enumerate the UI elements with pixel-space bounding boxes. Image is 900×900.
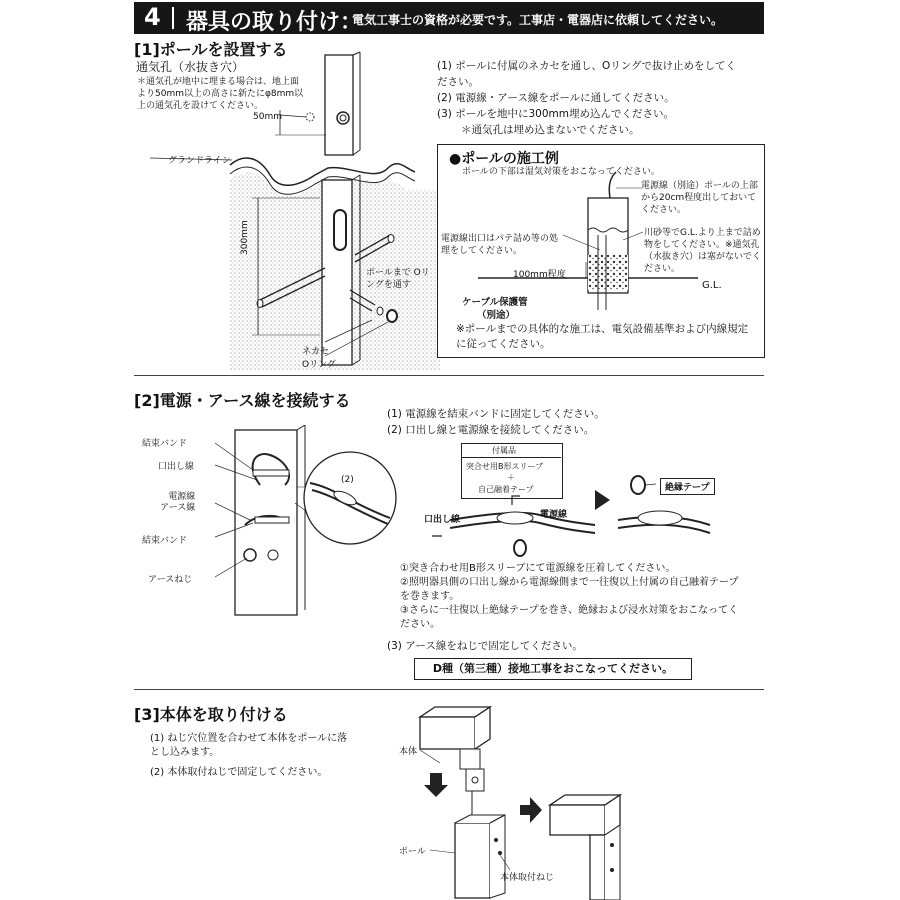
vent-title: 通気孔（水抜き穴） [136,60,245,74]
step-text: ＊通気孔は埋め込まないでください。 [461,124,640,136]
section2-steps [387,406,687,438]
pipe-label: ケーブル保護管 [462,297,528,308]
conn-power-label: 電源線 [540,510,568,520]
header-divider [172,7,174,29]
insulating-tape-label: 絶縁テープ [660,478,715,495]
section-header [134,2,764,34]
nut-label: ネカセ [302,347,330,357]
pole-label: ポール [399,847,426,857]
ground-work-note: D種（第三種）接地工事をおこなってください。 [414,658,692,680]
step-text: (2) 本体取付ねじで固定してください。 [150,767,328,778]
substep-text: ②照明器具側の口出し線から電源線側まで一往復以上付属の自己融着テープを巻きます。 [400,577,739,602]
outlet-label: 電源線出口はパテ詰め等の処理をしてください。 [441,234,559,256]
step-text: (2) 口出し線と電源線を接続してください。 [387,424,595,436]
divider [134,689,764,690]
vent-note: ＊通気孔が地中に埋まる場合は、地上面より50mm以上の高さに新たにφ8mm以上の通気孔を設けてください。 [137,77,304,111]
substep-text: ③さらに一往復以上絶縁テープを巻き、絶縁および浸水対策をおこなってください。 [400,605,739,630]
accessory-line1: 突合せ用B形スリーブ [466,462,544,471]
step-text: (3) ポールを地中に300mm埋め込んでください。 [437,108,674,120]
example-title: ●ポールの施工例 [449,151,559,167]
conn-lead-label: 口出し線 [424,515,461,525]
section3-title: [3]本体を取り付ける [134,705,288,724]
earth-screw-label: アースねじ [148,575,193,585]
step-text: (1) ポールに付属のネカセを通し、Oリングで抜け止めをしてください。 [437,60,737,88]
section1-steps [437,58,737,138]
gl-label: G.L. [702,280,722,291]
accessory-plus: ＋ [507,473,515,482]
section2-substeps [400,562,745,632]
pipe-label-2: （別途） [477,310,516,321]
page-title: 器具の取り付け： [186,10,363,35]
step-text: (2) 電源線・アース線をポールに通してください。 [437,92,675,104]
dim-50-label: 50mm [253,112,282,122]
band-top-label: 結束バンド [142,439,188,449]
body-label: 本体 [399,747,418,757]
step-number: 4 [144,3,161,31]
cable-label: 電源線（別途）ポールの上部から20cm程度出しておいてください。 [641,181,758,215]
section2-step3: (3) アース線をねじで固定してください。 [387,640,583,652]
detail-circle [300,448,400,548]
through-pole-label: ポールまで Oリングを通す [366,268,430,290]
section2-title: [2]電源・アース線を接続する [134,391,351,410]
step-text: (1) ねじ穴位置を合わせて本体をポールに落とし込みます。 [150,733,348,758]
section3-steps [150,732,355,780]
lead-wire-label: 口出し線 [158,462,195,472]
section1-title: [1]ポールを設置する [134,40,288,59]
oring-label: Oリング [302,360,336,370]
accessory-line2: 自己融着テープ [478,485,534,494]
detail-label: (2) [341,475,354,485]
example-note: ※ポールまでの具体的な施工は、電気設備基準および内線規定に従ってください。 [456,323,749,350]
band-bottom-label: 結束バンド [142,536,188,546]
dim-100-label: 100mm程度 [513,270,566,280]
divider [134,375,764,376]
example-subtitle: ポールの下部は湿気対策をおこなってください。 [462,167,660,177]
power-earth-label: 電源線 アース線 [160,492,196,513]
ground-line-label: グランドライン [168,156,231,166]
gravel-label: 川砂等でG.L.より上まで詰め物をしてください。※通気孔（水抜き穴）は塞がないでください。 [644,228,762,274]
accessory-title: 付属品 [492,446,516,455]
pole-install-diagram [150,40,440,380]
substep-text: ①突き合わせ用B形スリーブにて電源線を圧着してください。 [400,563,676,574]
step-text: (1) 電源線を結束バンドに固定してください。 [387,408,605,420]
header-note: 電気工事士の資格が必要です。工事店・電器店に依頼してください。 [352,13,724,27]
screw-label: 本体取付ねじ [500,873,555,883]
dim-300-label: 300mm [240,220,250,255]
